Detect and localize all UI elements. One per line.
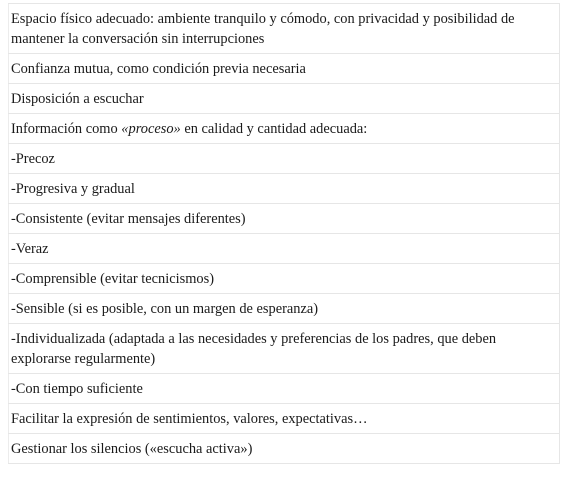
table-cell: -Progresiva y gradual: [9, 174, 560, 204]
table-cell: -Veraz: [9, 234, 560, 264]
table-cell: Disposición a escuchar: [9, 84, 560, 114]
table-cell: -Sensible (si es posible, con un margen de esperanza): [9, 294, 560, 324]
table-row: [9, 144, 560, 174]
table-cell: -Comprensible (evitar tecnicismos): [9, 264, 560, 294]
table-cell: [9, 114, 560, 144]
table-row: [9, 234, 560, 264]
table-row: [9, 54, 560, 84]
table-row: [9, 404, 560, 434]
table-cell: Facilitar la expresión de sentimientos, valores, expectativas…: [9, 404, 560, 434]
table-row: [9, 324, 560, 374]
emphasis-text: «proceso»: [121, 121, 181, 137]
table-row: [9, 204, 560, 234]
table-cell: -Individualizada (adaptada a las necesidades y preferencias de los padres, que deben explorarse regularmente): [9, 324, 560, 374]
recommendations-table: [8, 3, 560, 464]
table-cell: Confianza mutua, como condición previa necesaria: [9, 54, 560, 84]
cell-text: en calidad y cantidad adecuada:: [180, 121, 368, 137]
table-cell: Gestionar los silencios («escucha activa»): [9, 434, 560, 464]
cell-text: Información como: [11, 121, 122, 137]
table-cell: Espacio físico adecuado: ambiente tranquilo y cómodo, con privacidad y posibilidad de mantener la conversación sin interrupciones: [9, 4, 560, 54]
table-cell: -Consistente (evitar mensajes diferentes): [9, 204, 560, 234]
document-table-container: [8, 3, 560, 464]
table-row: [9, 114, 560, 144]
table-row: [9, 374, 560, 404]
table-row: [9, 264, 560, 294]
table-row: [9, 174, 560, 204]
table-row: [9, 4, 560, 54]
table-row: [9, 294, 560, 324]
table-cell: -Con tiempo suficiente: [9, 374, 560, 404]
table-cell: -Precoz: [9, 144, 560, 174]
table-row: [9, 84, 560, 114]
table-row: [9, 434, 560, 464]
